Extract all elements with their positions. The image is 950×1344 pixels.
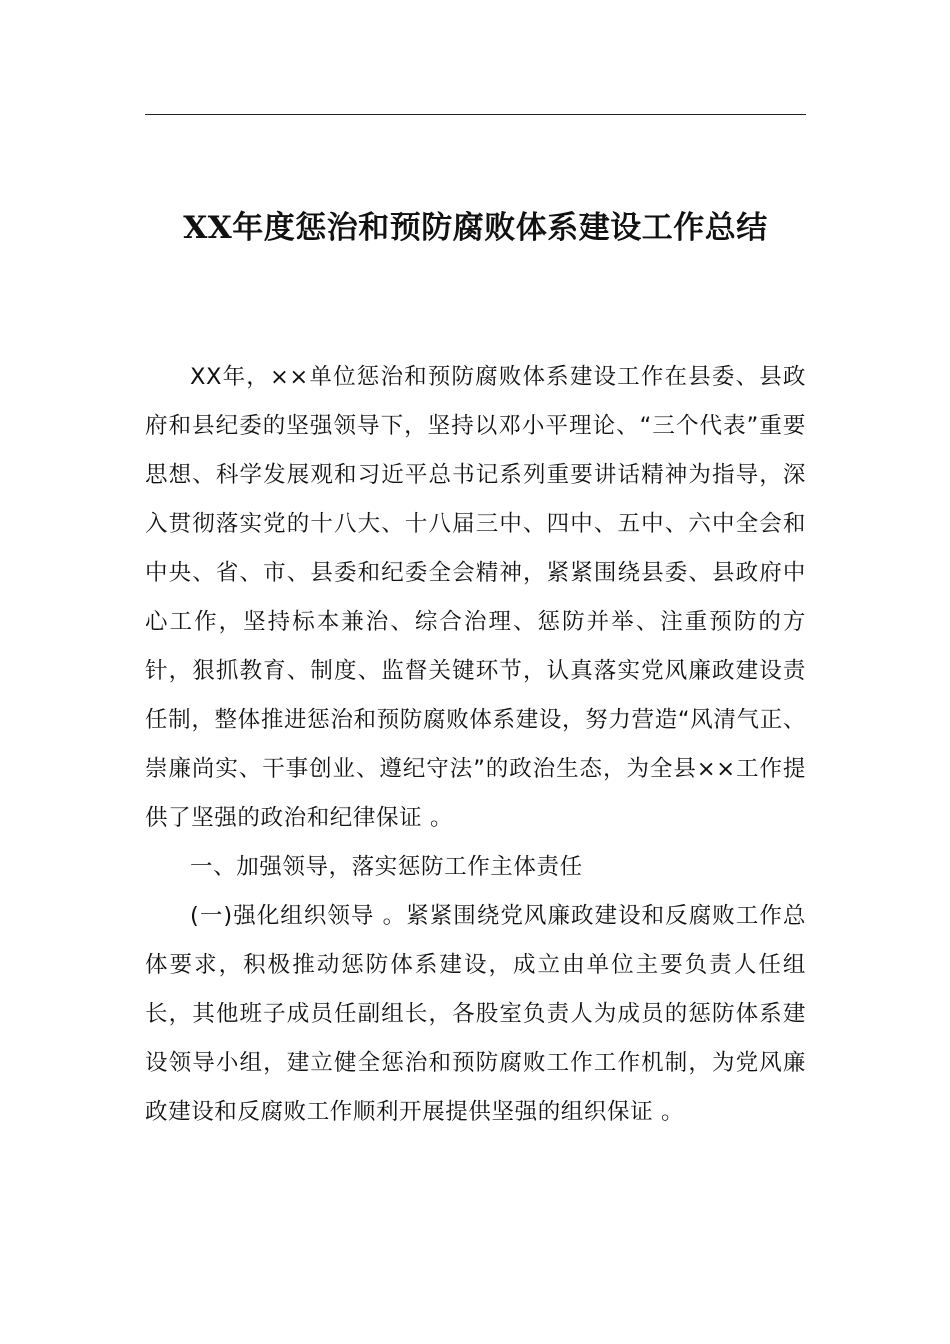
document-body (145, 353, 806, 1137)
header-rule (145, 114, 806, 115)
document-title: XX年度惩治和预防腐败体系建设工作总结 (183, 210, 768, 246)
section-heading-1: 一、加强领导，落实惩防工作主体责任 (190, 854, 583, 880)
subsection-paragraph-1: (一)强化组织领导 。紧紧围绕党风廉政建设和反腐败工作总体要求，积极推动惩防体系建设，成立由单位主要负责人任组长，其他班子成员任副组长，各股室负责人为成员的惩防体系建设领导小组，建立健全惩治和预防腐败工作工作机制，为党风廉政建设和反腐败工作顺利开展提供坚强的组织保证 。 (145, 903, 806, 1125)
intro-paragraph: XX年，××单位惩治和预防腐败体系建设工作在县委、县政府和县纪委的坚强领导下，坚持以邓小平理论、“三个代表”重要思想、科学发展观和习近平总书记系列重要讲话精神为指导，深入贯彻落实党的十八大、十八届三中、四中、五中、六中全会和中央、省、市、县委和纪委全会精神，紧紧围绕县委、县政府中心工作，坚持标本兼治、综合治理、惩防并举、注重预防的方针，狠抓教育、制度、监督关键环节，认真落实党风廉政建设责任制，整体推进惩治和预防腐败体系建设，努力营造“风清气正、崇廉尚实、干事创业、遵纪守法”的政治生态，为全县××工作提供了坚强的政治和纪律保证 。 (145, 364, 806, 831)
